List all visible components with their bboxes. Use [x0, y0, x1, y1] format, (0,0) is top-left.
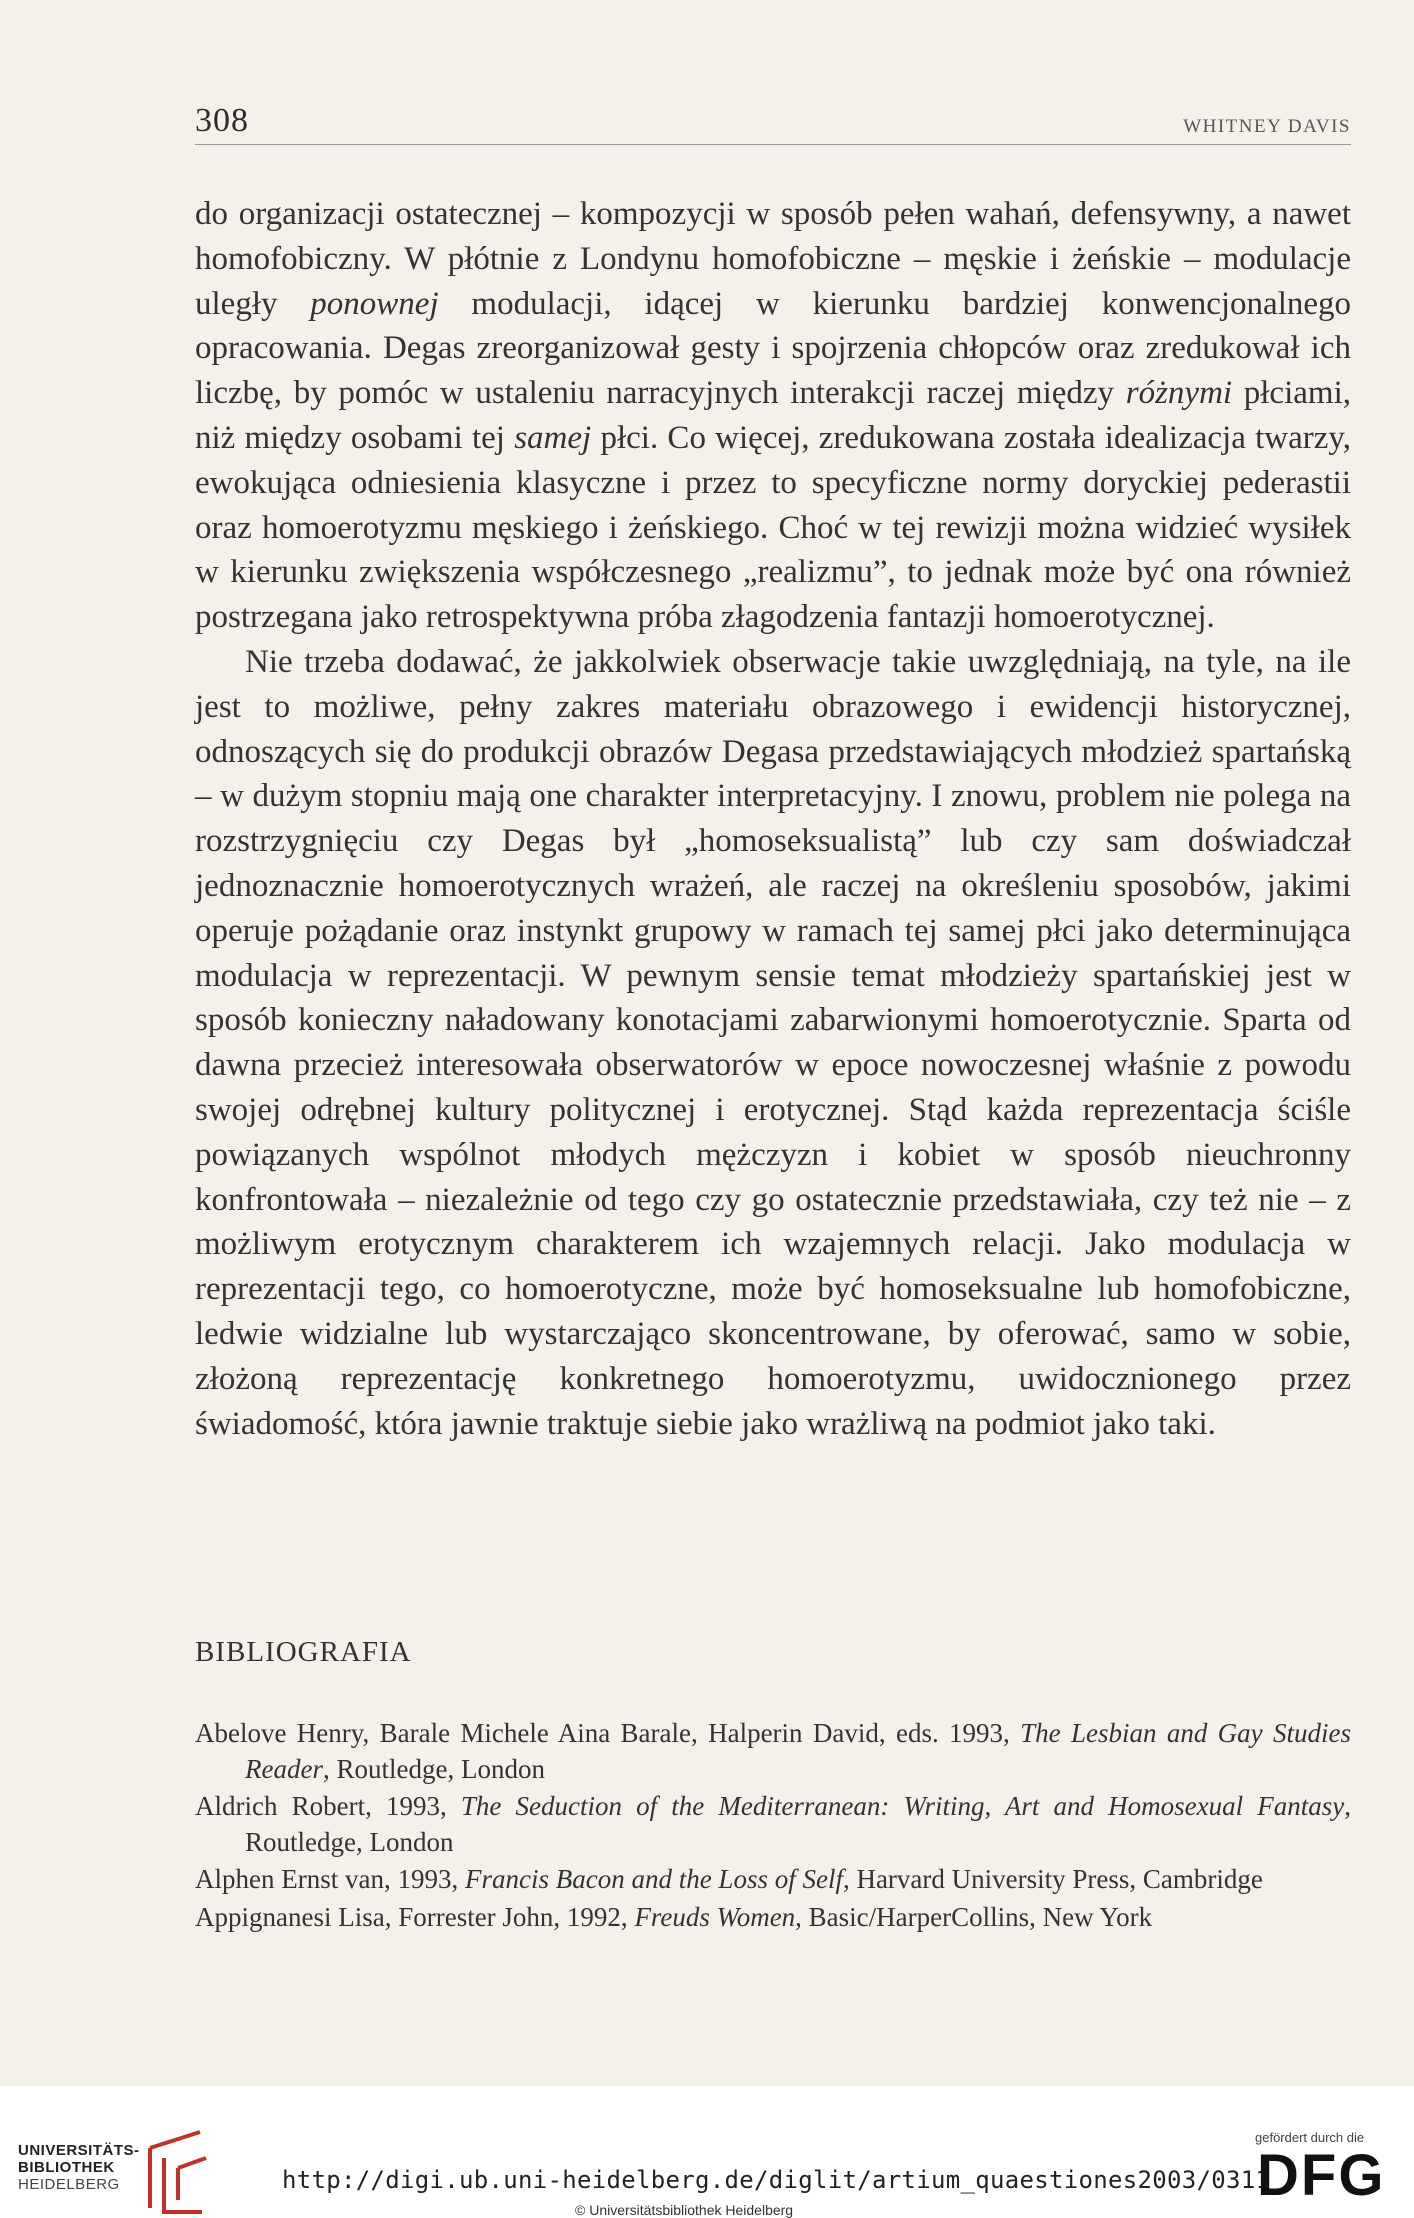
text-run: płci. Co więcej, zredukowana została idealizacja twarzy, ewokująca odniesienia klasyczne i przez to specyficzne normy doryckiej pederastii oraz homoerotyzmu męskiego i żeńskiego. Choć w tej rewizji można widzieć wysiłek w kierunku zwiększenia współczesnego „realizmu”, to jednak może być ona również postrzegana jako retrospektywna próba złagodzenia fantazji homoerotycznej. — [195, 419, 1351, 636]
text-run: do organizacji ostatecznej – kompozycji w sposób pełen wahań, defensywny, a nawet homofobiczny. W płótnie z Londynu homofobiczne – męskie i żeńskie – modulacje uległy — [195, 196, 1351, 322]
entry-publisher: , Routledge, London — [322, 1753, 545, 1784]
library-name-line: BIBLIOTHEK — [18, 2159, 115, 2176]
entry-publisher: , Basic/HarperCollins, New York — [795, 1901, 1153, 1932]
entry-authors: Alphen Ernst van, 1993, — [195, 1864, 465, 1894]
library-logo-text — [18, 2142, 140, 2193]
entry-authors: Abelove Henry, Barale Michele Aina Barale, Halperin David, eds. 1993, — [195, 1718, 1021, 1748]
digitization-footer — [0, 2086, 1414, 2218]
copyright-notice: © Universitätsbibliothek Heidelberg — [575, 2202, 794, 2218]
library-logo-icon — [140, 2128, 216, 2216]
bibliography-entry — [195, 1862, 1351, 1898]
text-run: modulacji, idącej w kierunku bardziej konwencjonalnego opracowania. Degas zreorganizował gesty i spojrzenia chłopców oraz zredukował ich liczbę, by pomóc w ustaleniu narracyjnych interakcji raczej między — [195, 285, 1352, 412]
body-text — [195, 192, 1351, 1446]
entry-title: The Lesbian and Gay Studies Reader — [245, 1718, 1351, 1784]
dfg-logo: DFG — [1257, 2143, 1386, 2208]
emphasis: różnymi — [1125, 375, 1233, 412]
source-url-link[interactable]: http://digi.ub.uni-heidelberg.de/diglit/artium_quaestiones2003/0311 — [282, 2166, 1271, 2194]
library-name-line: HEIDELBERG — [18, 2176, 120, 2193]
text-run: płciami, niż między osobami tej — [195, 375, 1351, 456]
entry-title: The Seduction of the Mediterranean: Writing, Art and Homosexual Fantasy — [460, 1791, 1345, 1821]
running-head — [195, 100, 1351, 145]
library-name-line: UNIVERSITÄTS- — [18, 2142, 140, 2159]
entry-publisher: , Harvard University Press, Cambridge — [842, 1864, 1263, 1894]
entry-title: Freuds Women — [634, 1901, 796, 1932]
paragraph-1 — [195, 192, 1351, 640]
page-number: 308 — [195, 102, 249, 139]
bibliography-list — [195, 1716, 1351, 1937]
paragraph-2: Nie trzeba dodawać, że jakkolwiek obserwacje takie uwzględniają, na tyle, na ile jest to możliwe, pełny zakres materiału obrazowego i ewidencji historycznej, odnoszących się do produkcji obrazów Degasa przedstawiających młodzież spartańską – w dużym stopniu mają one charakter interpretacyjny. I znowu, problem nie polega na rozstrzygnięciu czy Degas był „homoseksualistą” lub czy sam doświadczał jednoznacznie homoerotycznych wrażeń, ale raczej na określeniu sposobów, jakimi operuje pożądanie oraz instynkt grupowy w ramach tej samej płci jako determinująca modulacja w reprezentacji. W pewnym sensie temat młodzieży spartańskiej jest w sposób konieczny naładowany konotacjami zabarwionymi homoerotycznie. Sparta od dawna przecież interesowała obserwatorów w epoce nowoczesnej właśnie z powodu swojej odrębnej kultury politycznej i erotycznej. Stąd każda reprezentacja ściśle powiązanych wspólnot młodych mężczyzn i kobiet w sposób nieuchronny konfrontowała – niezależnie od tego czy go ostatecznie przedstawiała, czy też nie – z możliwym erotycznym charakterem ich wzajemnych relacji. Jako modulacja w reprezentacji tego, co homoerotyczne, może być homoseksualne lub homofobiczne, ledwie widzialne lub wystarczająco skoncentrowane, by oferować, samo w sobie, złożoną reprezentację konkretnego homoerotyzmu, uwidocznionego przez świadomość, która jawnie traktuje siebie jako wrażliwą na podmiot jako taki. — [195, 643, 1351, 1442]
entry-title: Francis Bacon and the Loss of Self — [464, 1864, 843, 1894]
emphasis: samej — [514, 419, 592, 456]
bibliography-entry — [195, 1716, 1351, 1787]
bibliography-entry — [195, 1789, 1351, 1860]
entry-authors: Aldrich Robert, 1993, — [195, 1791, 461, 1821]
emphasis: ponownej — [310, 285, 439, 322]
entry-publisher: , Routledge, London — [245, 1791, 1351, 1857]
entry-authors: Appignanesi Lisa, Forrester John, 1992, — [195, 1901, 635, 1932]
bibliography-heading: BIBLIOGRAFIA — [195, 1636, 412, 1668]
funding-caption: gefördert durch die — [1255, 2130, 1365, 2145]
bibliography-entry — [195, 1900, 1351, 1936]
running-author: WHITNEY DAVIS — [1183, 116, 1351, 137]
